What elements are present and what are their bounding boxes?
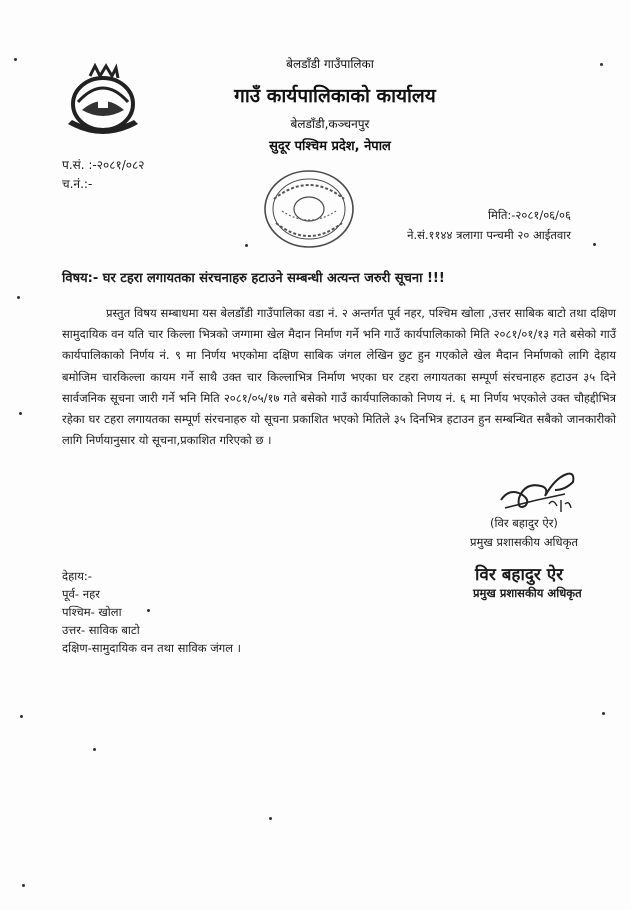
boundary-west: पश्चिम- खोला <box>62 605 122 619</box>
municipality-name: बेलडाँडी गाउँपालिका <box>286 57 374 71</box>
province-name: सुदूर पश्चिम प्रदेश, नेपाल <box>269 139 391 154</box>
nepal-sambat-date: ने.सं.११४४ त्रलागा पन्चमी २० आईतवार <box>407 228 571 242</box>
scan-speck <box>14 58 17 61</box>
notice-subject: विषय:- घर टहरा लगायतका संरचनाहरु हटाउने सम्बन्धी अत्यन्त जरुरी सूचना !!! <box>62 271 445 286</box>
boundary-north: उत्तर- साविक बाटो <box>62 623 140 637</box>
dispatch-number: च.नं.:- <box>62 177 93 191</box>
scan-speck <box>20 715 23 718</box>
scan-speck <box>22 884 25 887</box>
boundary-east: पूर्व- नहर <box>62 587 100 601</box>
scan-speck <box>17 296 20 299</box>
office-stamp-icon <box>260 165 358 253</box>
boundary-south: दक्षिण-सामुदायिक वन तथा साविक जंगल । <box>62 641 242 655</box>
nepal-emblem-icon <box>62 62 144 138</box>
handwritten-signature-icon <box>495 460 585 518</box>
signatory-name-bold: विर बहादुर ऐर <box>475 565 564 585</box>
notice-body: प्रस्तुत विषय सम्बाधमा यस बेलडाँडी गाउँपालिका वडा नं. २ अन्तर्गत पूर्व नहर, पश्चिम खोला ,उत्तर साबिक बाटो तथा दक्षिण सामुदायिक वन यति चार किल्ला भित्रको जग्गामा खेल मैदान निर्माण गर्ने भनि गाउँ कार्यपालिकाको मिति २०८१/०१/१३ गते बसेको गाउँ कार्यपालिकाको निर्णय नं. ९ मा निर्णय भएकोमा दक्षिण साबिक जंगल लेखिन छुट हुन गएकोले खेल मैदान निर्माणको लागि देहाय बमोजिम चारकिल्ला कायम गर्ने साथै उक्त चार किल्लाभित्र निर्माण भएका घर टहरा लगायतका सम्पूर्ण संरचनाहरु हटाउन ३५ दिने सार्वजनिक सूचना जारी गर्ने भनि मिति २०८१/०५/१७ गते बसेको गाउँ कार्यपालिकाको निणय नं. ६ मा निर्णय भएकोले उक्त चौहद्दीभित्र रहेका घर टहरा लगायतका सम्पूर्ण संरचनाहरु यो सूचना प्रकाशित भएको मितिले ३५ दिनभित्र हटाउन हुन सम्बन्धित सबैको जानकारीको लागि निर्णयानुसार यो सूचना,प्रकाशित गरिएको छ । <box>62 306 616 448</box>
boundary-heading: देहाय:- <box>62 569 92 583</box>
scan-speck <box>93 748 96 751</box>
boundary-list <box>62 567 241 657</box>
office-address: बेलडाँडी,कञ्चनपुर <box>290 117 370 131</box>
issue-date: मिति:-२०८१/०६/०६ <box>487 208 571 222</box>
scan-speck <box>147 609 150 612</box>
scan-speck <box>269 817 272 820</box>
scan-speck <box>245 244 248 247</box>
letter-number: प.सं. :-२०८१/०८२ <box>62 158 145 172</box>
scan-speck <box>19 412 22 415</box>
signatory-title: प्रमुख प्रशासकीय अधिकृत <box>470 535 578 549</box>
signatory-name: (विर बहादुर ऐर) <box>490 516 558 530</box>
office-title: गाउँ कार्यपालिकाको कार्यालय <box>234 85 436 107</box>
scan-speck <box>600 63 603 66</box>
signatory-title-bold: प्रमुख प्रशासकीय अधिकृत <box>473 586 582 600</box>
scan-speck <box>593 243 596 246</box>
scan-speck <box>602 712 605 715</box>
